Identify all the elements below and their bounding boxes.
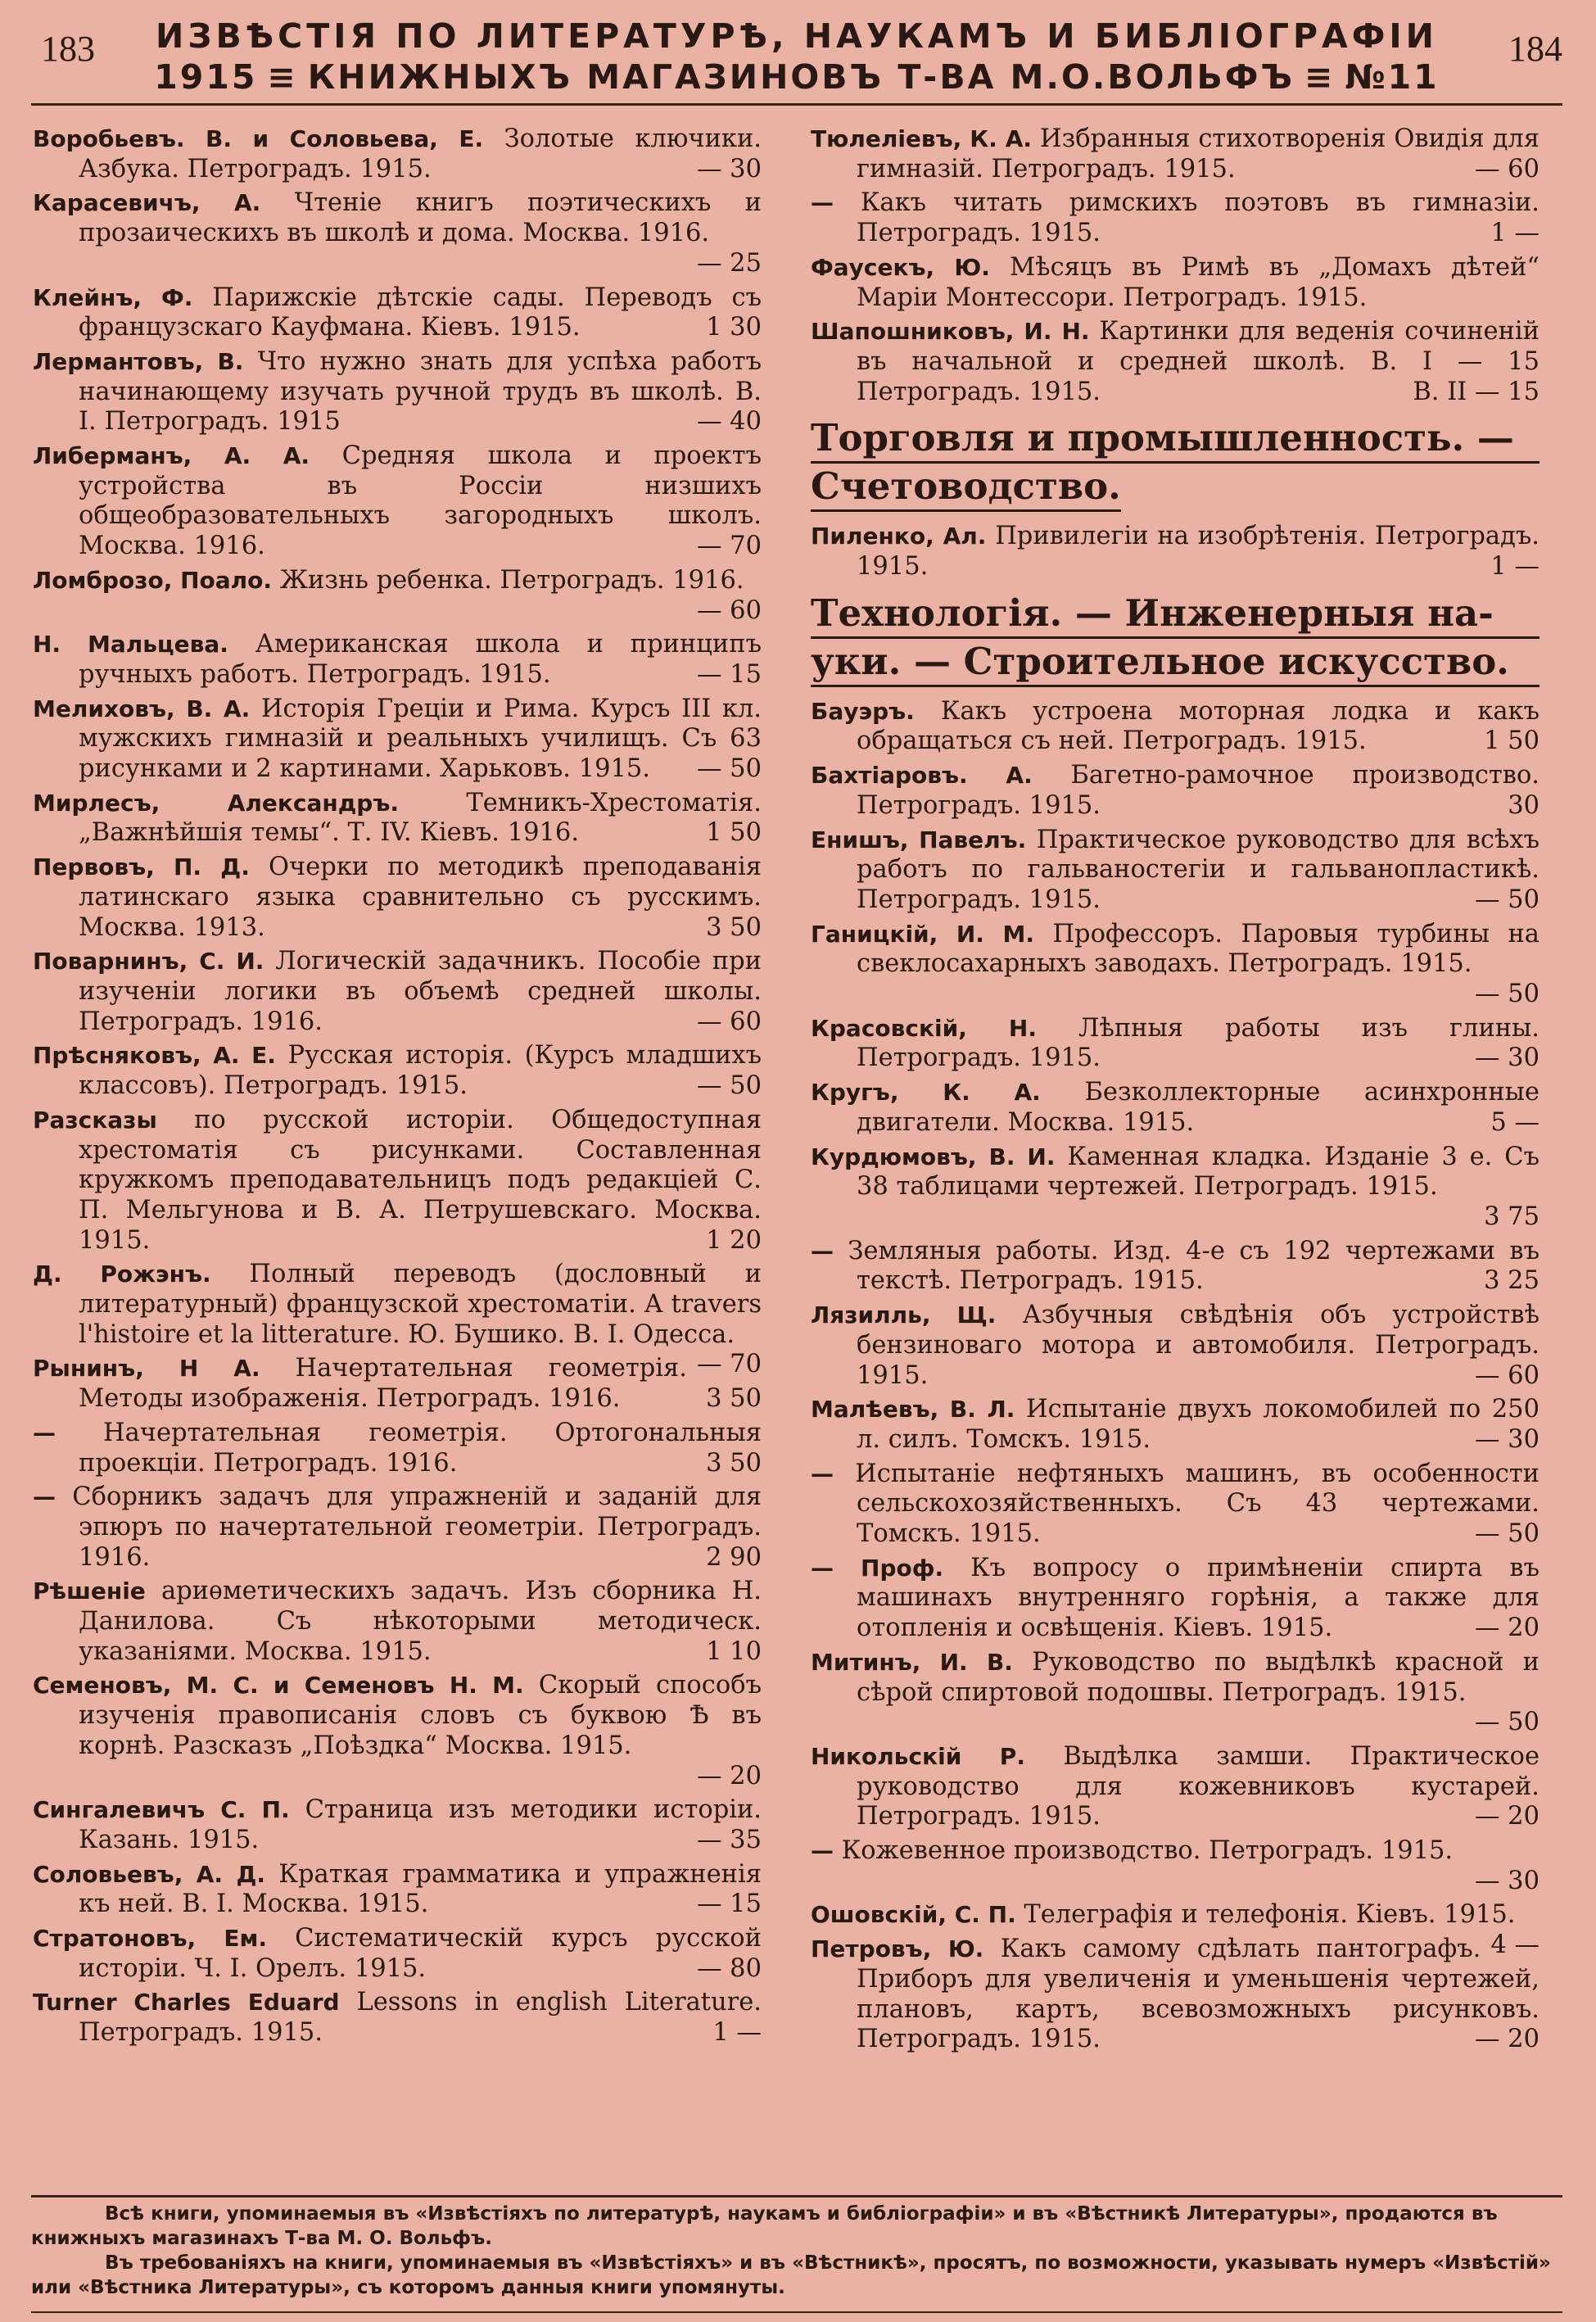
header-title-line2 [31,57,1562,97]
entry-author: Митинъ, И. В. [811,1648,1013,1676]
bibliography-entry [33,1354,762,1414]
entry-text: Руководство по выдѣлкѣ красной и сѣрой спиртовой подошвы. Петроградъ. 1915. [857,1647,1539,1707]
entry-author: Либерманъ, А. А. [33,442,310,470]
entry-text: Сборникъ задачъ для упражненій и заданій для эпюръ по начертательной геометріи. Петроградъ. 1916. [56,1482,762,1572]
bibliography-entry [811,1237,1539,1297]
entry-price: 1 — [712,2018,762,2048]
entry-text: Страница изъ методики исторіи. Казань. 1915. [79,1795,762,1854]
entry-text: Русская исторія. (Курсъ младшихъ классовъ). Петроградъ. 1915. [79,1041,762,1101]
entry-text: Лѣпныя работы изъ глины. Петроградъ. 1915. [857,1013,1540,1073]
bibliography-entry [33,441,762,562]
entry-price: — 60 [696,1007,762,1036]
bibliography-entry [33,789,762,849]
bibliography-entry [33,188,762,278]
entry-text: Телеграфія и телефонія. Кіевъ. 1915. [1015,1900,1516,1930]
entry-author: Малѣевъ, В. Л. [811,1396,1015,1424]
entry-text: Каменная кладка. Изданіе 3 е. Съ 38 таблицами чертежей. Петроградъ. 1915. [857,1142,1539,1202]
entry-price: 4 — [1490,1930,1539,1960]
entry-text: Избранныя стихотворенія Овидія для гимназій. Петроградъ. 1915. [857,124,1539,183]
bibliography-entry [33,630,762,690]
entry-price: — 30 [696,154,762,183]
entry-price: — 50 [696,754,762,784]
entry-price: — 25 [696,248,762,278]
entry-author: Д. Рожэнъ. [33,1261,211,1288]
bibliography-entry [811,761,1539,821]
entry-text: Полный переводъ (дословный и литературный) французской хрестоматіи. A travers l'histoire et la litterature. Ю. Бушико. В. I. Одесса. [79,1260,762,1349]
entry-text: Мѣсяцъ въ Римѣ въ „Домахъ дѣтей“ Маріи Монтессори. Петроградъ. 1915. [857,252,1539,312]
entry-author: Курдюмовъ, В. И. [811,1143,1056,1170]
entry-price: — 50 [1474,1519,1539,1549]
entry-text: Чтеніе книгъ поэтическихъ и прозаическихъ въ школѣ и дома. Москва. 1916. [79,188,762,248]
entry-price: — 20 [1474,1614,1539,1643]
page-header [31,13,1562,98]
entry-author: Лермантовъ, В. [33,347,244,375]
entry-price: — 20 [1474,1802,1539,1831]
bibliography-entry [811,697,1539,757]
entry-text: Азбучныя свѣдѣнія объ устройствѣ бензиноваго мотора и автомобиля. Петроградъ. 1915. [857,1301,1539,1390]
entry-author: Никольскій Р. [811,1742,1025,1770]
section-heading-trade-line2: Счетоводство. [811,464,1121,512]
entry-price: — 80 [696,1953,762,1983]
entry-text: Начертательная геометрія. Ортогональныя проекціи. Петроградъ. 1916. [56,1418,762,1478]
entry-price: 2 90 [706,1542,762,1572]
entry-text: Темникъ-Хрестоматія. „Важнѣйшія темы“. Т. IV. Кіевъ. 1916. [79,788,762,848]
bibliography-entry [811,826,1539,916]
bibliography-entry [811,124,1539,184]
bibliography-entry [33,1106,762,1256]
bibliography-entry [811,1301,1539,1391]
bibliography-entry [811,1460,1539,1550]
entry-text: Lessons in english Literature. Петроградъ. 1915. [79,1988,762,2048]
entry-price: — 30 [1474,1043,1539,1073]
entry-price: — 30 [1474,1424,1539,1454]
bibliography-entry [811,1742,1539,1832]
entry-price: 1 10 [706,1636,762,1666]
entry-text: Очерки по методикѣ преподаванія латинскаго языка сравнительно съ русскимъ. Москва. 1913. [79,853,762,942]
entry-text: Жизнь ребенка. Петроградъ. 1916. [272,565,744,595]
entry-author: Кругъ, К. А. [811,1079,1041,1107]
entry-price: 1 20 [706,1225,762,1255]
entry-price: — 50 [696,1071,762,1101]
entry-author: Бахтіаровъ. А. [811,762,1033,790]
entry-author: Сингалевичъ С. П. [33,1796,290,1824]
entry-author: Стратоновъ, Ем. [33,1925,267,1953]
entry-text: ариѳметическихъ задачъ. Изъ сборника Н. Данилова. Съ нѣкоторыми методическ. указаніями. Москва. 1915. [79,1577,762,1666]
bibliography-entry [811,1143,1539,1233]
entry-author: Семеновъ, М. С. и Семеновъ Н. М. [33,1672,524,1700]
entry-author: Клейнъ, Ф. [33,283,193,311]
section-heading-technology [811,591,1539,687]
footer-note [31,2202,1562,2300]
bibliography-entry [811,920,1539,1010]
right-column-top-entries [811,124,1539,407]
bibliography-entry [811,1935,1539,2055]
page-number-right: 184 [1508,29,1562,69]
left-column [33,124,762,2053]
bibliography-entry [33,1795,762,1855]
bibliography-entry [33,1419,762,1478]
bibliography-entry [33,695,762,785]
bibliography-entry [33,1041,762,1101]
bibliography-entry [33,283,762,343]
entry-price: — 30 [1474,1866,1539,1895]
entry-text: Какъ устроена моторная лодка и какъ обращаться съ ней. Петроградъ. 1915. [857,696,1539,756]
entry-text: Исторія Греціи и Рима. Курсъ III кл. мужскихъ гимназій и реальныхъ училищъ. Съ 63 рисунками и 2 картинами. Харьковъ. 1915. [79,694,762,784]
entry-author: Красовскій, Н. [811,1014,1037,1042]
bibliography-entry [811,1554,1539,1644]
entry-author: Turner Charles Eduard [33,1989,340,2016]
header-separator-2: ≡ [1304,57,1336,97]
bibliography-entry [33,853,762,943]
entry-author: Лязилль, Щ. [811,1301,997,1329]
entry-author: Мирлесъ, Александръ. [33,789,400,817]
entry-author: Шапошниковъ, И. Н. [811,318,1090,346]
entry-author: Петровъ, Ю. [811,1935,984,1963]
header-title-line1: ИЗВѢСТІЯ ПО ЛИТЕРАТУРѢ, НАУКАМЪ И БИБЛІОГРАФІИ [156,16,1438,56]
entry-price: — 35 [696,1825,762,1854]
entry-author: Енишъ, Павелъ. [811,826,1027,853]
entry-text: Систематическій курсъ русской исторіи. Ч. I. Орелъ. 1915. [79,1924,762,1983]
header-rule [31,103,1562,106]
entry-text: Парижскіе дѣтскіе сады. Переводъ съ французскаго Кауфмана. Кіевъ. 1915. [79,283,762,342]
bibliography-entry [33,566,762,626]
bibliography-entry [33,1988,762,2048]
entry-text: Американская школа и принципъ ручныхъ работъ. Петроградъ. 1915. [79,630,762,689]
bibliography-entry [33,1671,762,1791]
entry-price: 3 50 [706,1384,762,1414]
entry-price: — 50 [1474,885,1539,914]
entry-text: Начертательная геометрія. Методы изображенія. Петроградъ. 1916. [79,1354,687,1414]
entry-price: — 50 [1474,980,1539,1009]
entry-text: Логическій задачникъ. Пособіе при изученіи логики въ объемѣ средней школы. Петроградъ. 1916. [79,947,762,1036]
bibliography-entry [811,1395,1539,1455]
bibliography-entry [33,1860,762,1920]
entry-text: Выдѣлка замши. Практическое руководство для кожевниковъ кустарей. Петроградъ. 1915. [857,1741,1539,1831]
entry-text: Кожевенное производство. Петроградъ. 1915. [834,1836,1454,1866]
bibliography-entry [33,947,762,1037]
entry-author: Рѣшеніе [33,1577,146,1605]
section-heading-technology-line2: уки. — Строительное искусство. [811,639,1539,687]
entry-price: — 40 [696,407,762,437]
section-heading-trade-line1: Торговля и промышленность. — [811,415,1539,464]
entry-author: Бауэръ. [811,697,915,725]
right-column-bottom-entries [811,697,1539,2055]
bibliography-entry [811,1078,1539,1138]
entry-text: Краткая грамматика и упражненія къ ней. В. I. Москва. 1915. [79,1859,762,1919]
bibliography-entry [811,253,1539,313]
footer-paragraph-2: Въ требованіяхъ на книги, упоминаемыя въ «Извѣстіяхъ» и въ «Вѣстникѣ», просятъ, по возможности, указывать нумеръ «Извѣстій» или «Вѣстника Литературы», съ которомъ данныя книги упомянуты. [31,2252,1551,2298]
entry-text: Безколлекторные асинхронные двигатели. Москва. 1915. [857,1078,1539,1137]
entry-price: — 50 [1474,1708,1539,1737]
entry-text: Профессоръ. Паровыя турбины на свеклосахарныхъ заводахъ. Петроградъ. 1915. [857,919,1539,979]
footer-paragraph-1: Всѣ книги, упоминаемыя въ «Извѣстіяхъ по литературѣ, наукамъ и библіографіи» и въ «Вѣстникѣ Литературы», продаются въ книжныхъ магазинахъ Т-ва М. О. Вольфъ. [31,2203,1498,2249]
entry-author: — [811,1237,834,1265]
entry-price: — 20 [1474,2025,1539,2054]
bibliography-entry [811,1014,1539,1074]
page-number-left: 183 [41,29,95,69]
bibliography-entry [811,1648,1539,1738]
entry-author: Поварнинъ, С. И. [33,948,264,975]
entry-author: — Проф. [811,1554,944,1582]
entry-author: Ошовскій, С. П. [811,1901,1016,1929]
entry-text: Какъ читать римскихъ поэтовъ въ гимназіи. Петроградъ. 1915. [834,188,1539,248]
entry-price: В. II — 15 [1413,377,1539,406]
entry-price: — 60 [696,595,762,625]
entry-text: Къ вопросу о примѣненіи спирта въ машинахъ внутренняго горѣнія, а также для отопленія и освѣщенія. Кіевъ. 1915. [857,1553,1539,1643]
section-heading-trade [811,415,1539,512]
entry-author: Ломброзо, Поало. [33,566,273,594]
header-publisher: КНИЖНЫХЪ МАГАЗИНОВЪ Т-ВА М.О.ВОЛЬФЪ [307,57,1295,97]
entry-price: — 15 [696,1890,762,1919]
entry-author: Тюлеліевъ, К. А. [811,125,1033,152]
entry-price: 3 50 [706,1448,762,1478]
entry-text: Земляныя работы. Изд. 4-е съ 192 чертежами въ текстѣ. Петроградъ. 1915. [834,1236,1539,1296]
entry-author: Прѣсняковъ, А. Е. [33,1042,276,1070]
bibliography-entry [811,317,1539,407]
header-issue: №11 [1345,57,1440,97]
entry-author: Рынинъ, Н А. [33,1355,260,1383]
entry-price: 3 50 [706,912,762,942]
bibliography-entry [33,124,762,184]
entry-author: Н. Мальцева. [33,631,228,659]
entry-price: 3 75 [1484,1202,1539,1231]
entry-author: — [811,1460,834,1487]
entry-author: Пиленко, Ал. [811,523,987,550]
bibliography-entry [811,1836,1539,1896]
header-year: 1915 [154,57,258,97]
entry-author: Фаусекъ, Ю. [811,253,990,281]
entry-text: Испытаніе нефтяныхъ машинъ, въ особенности сельскохозяйственныхъ. Съ 43 чертежами. Томскъ. 1915. [834,1459,1539,1549]
bibliography-entry [811,522,1539,582]
entry-text: по русской исторіи. Общедоступная хрестоматія съ рисунками. Составленная кружкомъ преподавательницъ подъ редакціей С. П. Мельгунова и В. А. Петрушевскаго. Москва. 1915. [79,1105,762,1255]
entry-author: Соловьевъ, А. Д. [33,1860,266,1888]
right-column [811,124,1539,2059]
entry-text: Золотые ключики. Азбука. Петроградъ. 1915. [79,124,762,183]
entry-text: Багетно-рамочное производство. Петроградъ. 1915. [857,761,1540,820]
entry-price: — 60 [1474,154,1539,183]
entry-price: — 20 [696,1761,762,1790]
footer-rule-bottom [31,2311,1562,2313]
entry-author: Карасевичъ, А. [33,189,261,217]
entry-price: 30 [1508,790,1539,820]
entry-price: 5 — [1490,1107,1539,1137]
entry-text: Средняя школа и проектъ устройства въ Россіи низшихъ общеобразовательныхъ загородныхъ школъ. Москва. 1916. [79,441,762,561]
entry-price: 1 — [1490,219,1539,248]
entry-author: Разсказы [33,1106,157,1134]
entry-author: — [811,1837,834,1865]
bibliography-entry [33,1482,762,1573]
entry-price: — 60 [1474,1360,1539,1390]
footer-rule-top [31,2195,1562,2198]
entry-price: 1 50 [706,818,762,848]
entry-text: Привилегіи на изобрѣтенія. Петроградъ. 1915. [857,522,1539,582]
entry-price: — 15 [696,659,762,689]
entry-price: 3 25 [1484,1266,1539,1296]
entry-price: 1 50 [1484,726,1539,756]
entry-author: — [33,1419,56,1446]
entry-author: Воробьевъ. В. и Соловьева, Е. [33,125,484,152]
right-column-mid-entries [811,522,1539,582]
entry-text: Скорый способъ изученія правописанія словъ съ буквою Ѣ въ корнѣ. Разсказъ „Поѣздка“ Москва. 1915. [79,1671,762,1760]
entry-price: — 70 [696,532,762,561]
bibliography-entry [33,347,762,437]
entry-author: Первовъ, П. Д. [33,853,250,881]
entry-text: Какъ самому сдѣлать пантографъ. Приборъ для увеличенія и уменьшенія чертежей, плановъ, картъ, всевозможныхъ рисунковъ. Петроградъ. 1915. [857,1935,1539,2054]
entry-text: Что нужно знать для успѣха работъ начинающему изучать ручной трудъ въ школѣ. В. I. Петроградъ. 1915 [79,346,762,437]
bibliography-entry [33,1924,762,1984]
section-heading-technology-line1: Технологія. — Инженерныя на- [811,591,1539,639]
entry-text: Картинки для веденія сочиненій въ начальной и средней школѣ. В. I — 15 Петроградъ. 1915. [857,317,1540,406]
header-separator-1: ≡ [267,57,298,97]
entry-price: 1 30 [706,313,762,342]
bibliography-entry [33,1577,762,1667]
entry-author: — [33,1483,56,1511]
entry-author: Мелиховъ, В. А. [33,695,251,722]
entry-text: Испытаніе двухъ локомобилей по 250 л. силъ. Томскъ. 1915. [857,1395,1539,1454]
entry-price: — 70 [696,1350,762,1379]
entry-text: Практическое руководство для всѣхъ работъ по гальваностегіи и гальванопластикѣ. Петроградъ. 1915. [857,825,1539,914]
bibliography-entry [811,188,1539,248]
entry-author: Ганицкій, И. М. [811,920,1034,948]
entry-author: — [811,189,834,217]
entry-price: 1 — [1490,552,1539,582]
